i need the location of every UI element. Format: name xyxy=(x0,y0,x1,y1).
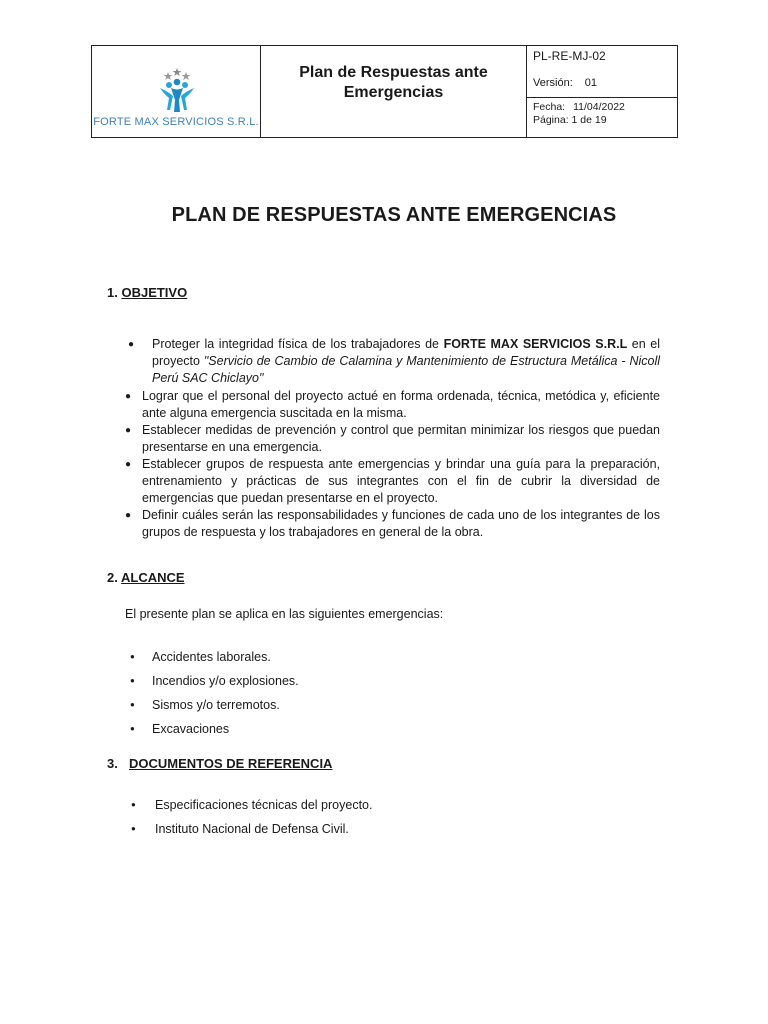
bullet-icon: ● xyxy=(125,510,132,521)
date-value: 11/04/2022 xyxy=(573,101,625,113)
item-text: Especificaciones técnicas del proyecto. xyxy=(155,798,373,812)
list-item xyxy=(130,645,299,669)
list-item xyxy=(125,336,660,387)
list-item xyxy=(125,388,660,422)
list-item xyxy=(125,507,660,541)
logo-cell xyxy=(92,46,261,137)
meta-top xyxy=(527,46,677,98)
section-number: 2. xyxy=(107,570,118,585)
item-text: Lograr que el personal del proyecto actué en forma ordenada, técnica, metódica y, eficiente ante alguna emergencia suscitada en la misma. xyxy=(142,389,660,420)
bullet-icon: ● xyxy=(130,652,135,661)
objetivo-list xyxy=(125,336,660,541)
page-number: Página: 1 de 19 xyxy=(533,114,607,126)
project-name: "Servicio de Cambio de Calamina y Mantenimiento de Estructura Metálica - Nicoll Perú SAC Chiclayo" xyxy=(152,354,660,385)
company-logo-icon xyxy=(154,66,200,114)
section-number: 1. xyxy=(107,285,118,300)
item-text: Accidentes laborales. xyxy=(152,650,271,664)
bullet-icon: ● xyxy=(130,724,135,733)
date-label: Fecha: xyxy=(533,101,566,113)
item-text: Incendios y/o explosiones. xyxy=(152,674,299,688)
section-heading-documentos xyxy=(107,756,332,771)
section-number: 3. xyxy=(107,756,118,771)
version-row xyxy=(533,77,597,89)
bullet-icon: ● xyxy=(125,391,132,402)
list-item xyxy=(130,693,299,717)
version-value: 01 xyxy=(584,77,597,89)
document-code: PL-RE-MJ-02 xyxy=(533,49,606,63)
bullet-icon: ● xyxy=(131,824,136,833)
bullet-icon: ● xyxy=(131,800,136,809)
main-title: PLAN DE RESPUESTAS ANTE EMERGENCIAS xyxy=(171,204,617,226)
item-text-part: Proteger la integridad física de los trabajadores de xyxy=(152,337,444,351)
list-item xyxy=(125,456,660,507)
item-text: Establecer medidas de prevención y control que permitan minimizar los riesgos que puedan presentarse en una emergencia. xyxy=(142,423,660,454)
bullet-icon: ● xyxy=(130,700,135,709)
bullet-icon: ● xyxy=(125,425,132,436)
document-header xyxy=(91,45,678,138)
header-title: Plan de Respuestas ante Emergencias xyxy=(299,64,488,101)
item-text: Sismos y/o terremotos. xyxy=(152,698,280,712)
section-heading-objetivo xyxy=(107,285,187,300)
list-item xyxy=(130,717,299,741)
item-text: Excavaciones xyxy=(152,722,230,736)
list-item xyxy=(131,817,372,841)
section-title: DOCUMENTOS DE REFERENCIA xyxy=(129,756,333,771)
alcance-list xyxy=(130,645,299,741)
meta-bottom xyxy=(527,98,677,130)
section-heading-alcance xyxy=(107,570,185,585)
documentos-list xyxy=(131,793,372,841)
list-item xyxy=(131,793,372,817)
company-name-bold: FORTE MAX SERVICIOS S.R.L xyxy=(443,337,628,351)
company-name-logo-text: FORTE MAX SERVICIOS S.R.L. xyxy=(93,116,259,128)
bullet-icon: ● xyxy=(130,676,135,685)
header-meta-cell xyxy=(527,46,677,137)
date-row xyxy=(533,101,671,114)
item-text: Instituto Nacional de Defensa Civil. xyxy=(155,822,349,836)
item-text: Definir cuáles serán las responsabilidades y funciones de cada uno de los integrantes de los grupos de respuesta y los trabajadores en general de la obra. xyxy=(142,508,660,539)
list-item xyxy=(125,422,660,456)
list-item xyxy=(130,669,299,693)
item-text: Establecer grupos de respuesta ante emergencias y brindar una guía para la preparación, entrenamiento y prácticas de sus integrantes con el fin de cubrir la diversidad de emergencias que puedan presentarse en el proyecto. xyxy=(142,457,660,505)
section-title: ALCANCE xyxy=(120,570,185,585)
alcance-intro: El presente plan se aplica en las siguientes emergencias: xyxy=(125,607,444,621)
version-label: Versión: xyxy=(533,77,573,89)
bullet-icon: ● xyxy=(125,459,132,470)
item-text-part: en el proyecto xyxy=(152,337,660,368)
section-title: OBJETIVO xyxy=(121,285,188,300)
header-title-cell xyxy=(261,46,527,137)
bullet-icon: ● xyxy=(128,339,135,350)
